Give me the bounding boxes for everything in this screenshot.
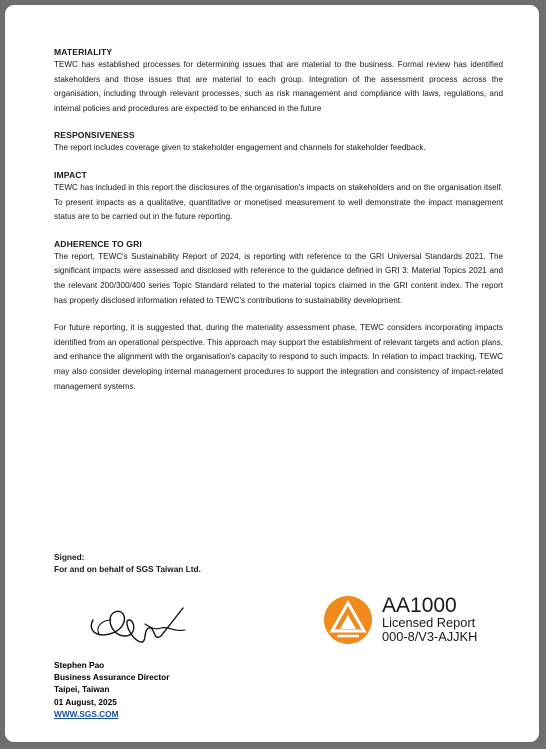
section-heading: MATERIALITY [54, 47, 113, 57]
license-label: Licensed Report [382, 615, 476, 630]
license-info [382, 595, 477, 644]
signature-date: 01 August, 2025 [54, 696, 117, 707]
section-body: TEWC has included in this report the disclosures of the organisation's impacts on stakeholders and on the organisation itself. To present impacts as a qualitative, quantitative or monetised measurement to well demonstrate the impact management status are to be carried out in the future reporting. [54, 182, 503, 222]
recommendation-body: For future reporting, it is suggested that, during the materiality assessment phase, TEWC considers incorporating impacts identified from an operational perspective. This approach may support the establishment of relevant targets and action plans, and enhance the alignment with the organisation's capacity to respond to such impacts. In relation to impact tracking, TEWC may also consider developing internal management procedures to support the integration and consistency of impact-related management systems. [54, 323, 503, 391]
section-heading: ADHERENCE TO GRI [54, 238, 142, 249]
signatory-details [54, 659, 169, 720]
section-heading: RESPONSIVENESS [54, 130, 135, 141]
signatory-location: Taipei, Taiwan [54, 684, 110, 695]
section-body: The report, TEWC's Sustainability Report of 2024, is reporting with reference to the GRI Universal Standards 2021. The significant impacts were assessed and disclosed with reference to the guidance defined in GRI 3: Material Topics 2021 and the relevant 200/300/400 series Topic Standard related to the material topics claimed in the GRI content index. The report has properly disclosed information related to TEWC's contributions to sustainability development. [54, 251, 503, 305]
section-impact [54, 169, 503, 225]
signed-block [54, 551, 354, 575]
report-content [54, 46, 503, 407]
signed-label: Signed: [54, 552, 85, 562]
handwritten-signature [85, 590, 190, 650]
signatory-name: Stephen Pao [54, 660, 105, 670]
section-body: TEWC has established processes for determining issues that are material to the business. Formal review has identified stakeholders and those issues that are material to each group. Integration of the assessment process across the organisation, including through relevant processes, such as risk management and compliance with laws, regulations, and internal policies and procedures are expected to be enhanced in the future [54, 60, 503, 113]
section-body: The report includes coverage given to stakeholder engagement and channels for stakeholder feedback. [54, 143, 426, 153]
document-page [5, 5, 539, 742]
section-heading: IMPACT [54, 169, 87, 180]
recommendation-paragraph [54, 321, 503, 394]
signatory-title: Business Assurance Director [54, 672, 170, 683]
license-title: AA1000 [382, 594, 457, 617]
license-number: 000-8/V3-AJJKH [382, 629, 478, 644]
website-link[interactable]: WWW.SGS.COM [54, 708, 119, 719]
section-adherence-gri [54, 238, 503, 308]
behalf-line: For and on behalf of SGS Taiwan Ltd. [54, 564, 201, 575]
section-materiality [54, 46, 503, 116]
aa1000-logo-icon [323, 595, 373, 645]
section-responsiveness [54, 129, 503, 156]
